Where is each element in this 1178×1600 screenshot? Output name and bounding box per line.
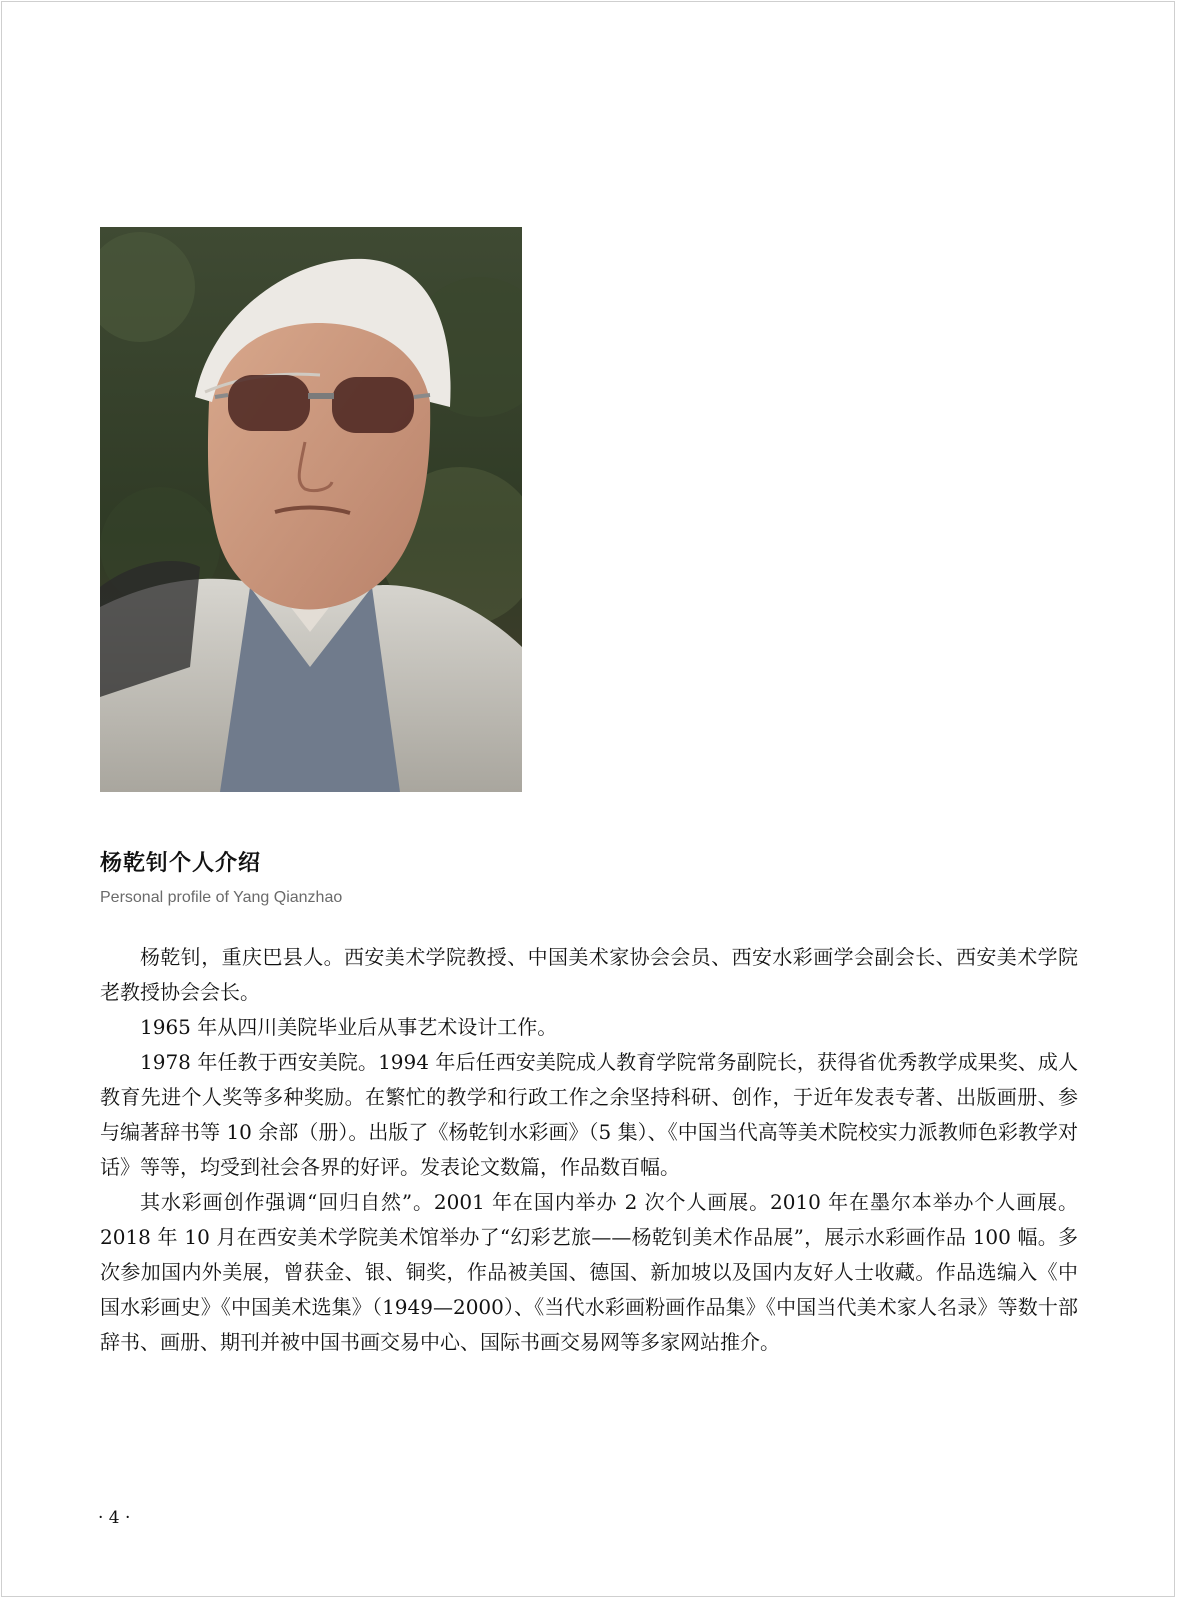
- portrait-illustration: [100, 227, 522, 792]
- profile-title: 杨乾钊个人介绍: [100, 851, 262, 876]
- portrait-photo: [100, 227, 522, 792]
- profile-paragraph-1: 杨乾钊，重庆巴县人。西安美术学院教授、中国美术家协会会员、西安水彩画学会副会长、西安美术学院老教授协会会长。: [100, 945, 1078, 1004]
- profile-paragraph-2: 1965 年从四川美院毕业后从事艺术设计工作。: [140, 1015, 558, 1039]
- page-number: · 4 ·: [98, 1508, 131, 1528]
- profile-paragraph-4: 其水彩画创作强调“回归自然”。2001 年在国内举办 2 次个人画展。2010 年在墨尔本举办个人画展。2018 年 10 月在西安美术学院美术馆举办了“幻彩艺旅——杨乾钊美术作品展”，展示水彩画作品 100 幅。多次参加国内外美展，曾获金、银、铜奖，作品被美国、德国、新加坡以及国内友好人士收藏。作品选编入《中国水彩画史》《中国美术选集》（1949—2000）、《当代水彩画粉画作品集》《中国当代美术家人名录》等数十部辞书、画册、期刊并被中国书画交易中心、国际书画交易网等多家网站推介。: [100, 1190, 1078, 1354]
- profile-body: [100, 940, 1078, 1360]
- profile-subtitle: Personal profile of Yang Qianzhao: [100, 889, 343, 906]
- profile-paragraph-3: 1978 年任教于西安美院。1994 年后任西安美院成人教育学院常务副院长，获得省优秀教学成果奖、成人教育先进个人奖等多种奖励。在繁忙的教学和行政工作之余坚持科研、创作，于近年发表专著、出版画册、参与编著辞书等 10 余部（册）。出版了《杨乾钊水彩画》（5 集）、《中国当代高等美术院校实力派教师色彩教学对话》等等，均受到社会各界的好评。发表论文数篇，作品数百幅。: [100, 1050, 1078, 1179]
